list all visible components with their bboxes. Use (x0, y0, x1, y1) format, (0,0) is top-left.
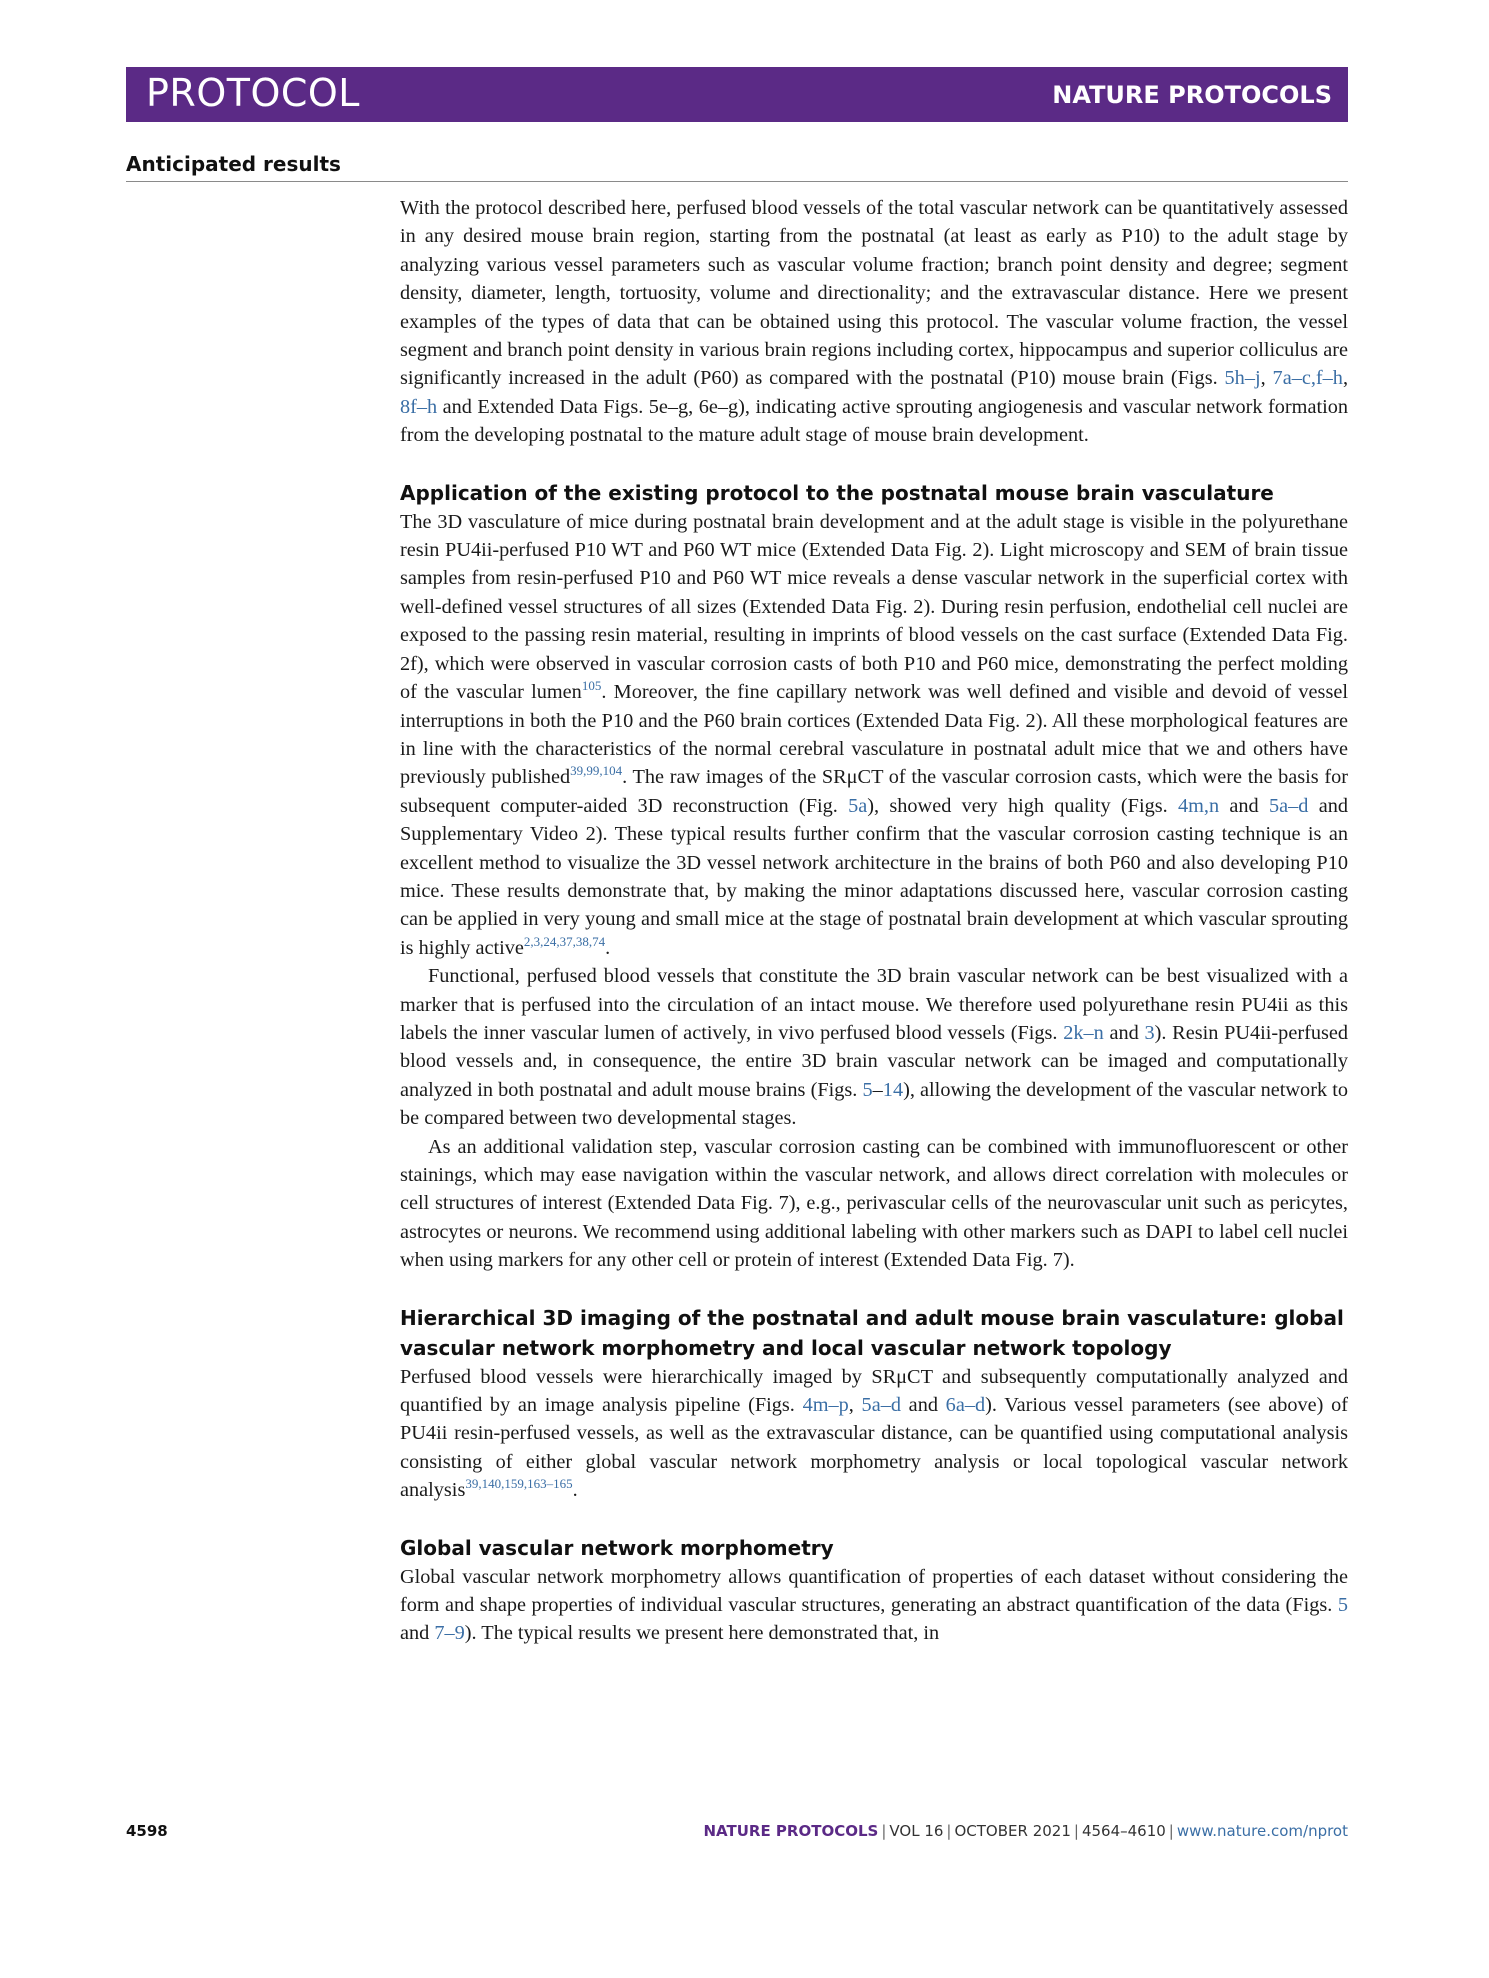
figure-link[interactable]: 3 (1144, 1021, 1155, 1044)
figure-link[interactable]: 4m–p (802, 1394, 849, 1417)
footer-journal: NATURE PROTOCOLS (703, 1822, 879, 1840)
figure-link[interactable]: 7–9 (434, 1622, 465, 1645)
section-title: Anticipated results (126, 152, 1348, 182)
paragraph-application: The 3D vasculature of mice during postnatal brain development and at the adult stage is visible in the polyurethane resin PU4ii-perfused P10 WT and P60 WT mice (Extended Data Fig. 2). Light microscopy and SEM of brain tissue samples from resin-perfused P10 and P60 WT mice reveals a dense vascular network in the superficial cortex with well-defined vessel structures of all sizes (Extended Data Fig. 2). During resin perfusion, endothelial cell nuclei are exposed to the passing resin material, resulting in imprints of blood vessels on the cast surface (Extended Data Fig. 2f), which were observed in vascular corrosion casts of both P10 and P60 mice, demonstrating the perfect molding of the vascular lumen$^{105}$. Moreover, the fine capillary network was well defined and visible and devoid of vessel interruptions in both the P10 and the P60 brain cortices (Extended Data Fig. 2). All these morphological features are in line with the characteristics of the normal cerebral vasculature in postnatal adult mice that we and others have previously published$^{39,99,104}$. The raw images of the SRμCT of the vascular corrosion casts, which were the basis for subsequent computer-aided 3D reconstruction (Fig. 5a), showed very high quality (Figs. 4m,n and 5a–d and Supplementary Video 2). These typical results further confirm that the vascular corrosion casting technique is an excellent method to visualize the 3D vessel network architecture in the brains of both P60 and also developing P10 mice. These results demonstrate that, by making the minor adaptations discussed here, vascular corrosion casting can be applied in very young and small mice at the stage of postnatal brain development at which vascular sprouting is highly active$^{2,3,24,37,38,74}$. (400, 510, 1348, 959)
figure-link[interactable]: 5 (862, 1078, 873, 1101)
paragraph-anticipated-results: With the protocol described here, perfused blood vessels of the total vascular network can be quantitatively assessed in any desired mouse brain region, starting from the postnatal (at least as early as P10) to the adult stage by analyzing various vessel parameters such as vascular volume fraction; branch point density and degree; segment density, diameter, length, tortuosity, volume and directionality; and the extravascular distance. Here we present examples of the types of data that can be obtained using this protocol. The vascular volume fraction, the vessel segment and branch point density in various brain regions including cortex, hippocampus and superior colliculus are significantly increased in the adult (P60) as compared with the postnatal (P10) mouse brain (Figs. 5h–j, 7a–c,f–h, 8f–h and Extended Data Figs. 5e–g, 6e–g), indicating active sprouting angiogenesis and vascular network formation from the developing postnatal to the mature adult stage of mouse brain development. (400, 197, 1349, 447)
paragraph-hierarchical-imaging: Perfused blood vessels were hierarchically imaged by SRμCT and subsequently computationally analyzed and quantified by an image analysis pipeline (Figs. 4m–p, 5a–d and 6a–d). Various vessel parameters (see above) of PU4ii resin-perfused vessels, as well as the extravascular distance, can be quantified using computational analysis consisting of either global vascular network morphometry analysis or local topological vascular network analysis$^{39,140,159,163-165}$. (400, 1365, 1348, 1502)
figure-link[interactable]: 14 (882, 1078, 904, 1101)
citation-link[interactable]: 105 (581, 678, 602, 694)
figure-link[interactable]: 5a–d (1268, 794, 1309, 817)
paragraph-validation: As an additional validation step, vascular corrosion casting can be combined with immunofluorescent or other stainings, which may ease navigation within the vascular network, and allows direct correlation with molecules or cell structures of interest (Extended Data Fig. 7), e.g., perivascular cells of the neurovascular unit such as pericytes, astrocytes or neurons. We recommend using additional labeling with other markers such as DAPI to label cell nuclei when using markers for any other cell or protein of interest (Extended Data Fig. 7). (400, 1135, 1348, 1272)
figure-link[interactable]: 5 (1337, 1594, 1348, 1617)
figure-link[interactable]: 5a (848, 794, 868, 817)
article-body (400, 194, 1348, 1648)
figure-link[interactable]: 8f–h (400, 395, 438, 418)
paragraph-global-morphometry: Global vascular network morphometry allows quantification of properties of each dataset without considering the form and shape properties of individual vascular structures, generating an abstract quantification of the data (Figs. 5 and 7–9). The typical results we present here demonstrated that, in (400, 1565, 1348, 1645)
section-label: PROTOCOL (146, 71, 360, 115)
page-number: 4598 (126, 1822, 168, 1840)
figure-link[interactable]: 7a–c,f–h (1272, 367, 1343, 390)
figure-link[interactable]: 2k–n (1063, 1021, 1104, 1044)
footer-date: OCTOBER 2021 (954, 1822, 1071, 1840)
citation-link[interactable]: 2,3,24,37,38,74 (523, 933, 606, 949)
figure-link[interactable]: 4m,n (1177, 794, 1220, 817)
subheading-global-morphometry: Global vascular network morphometry (400, 1535, 834, 1560)
journal-banner (126, 67, 1348, 122)
journal-citation: NATURE PROTOCOLS | VOL 16 | OCTOBER 2021 | 4564–4610 | www.nature.com/nprot (703, 1822, 1348, 1840)
figure-link[interactable]: 6a–d (945, 1394, 986, 1417)
paragraph-functional-vessels: Functional, perfused blood vessels that constitute the 3D brain vascular network can be best visualized with a marker that is perfused into the circulation of an intact mouse. We therefore used polyurethane resin PU4ii as this labels the inner vascular lumen of actively, in vivo perfused blood vessels (Figs. 2k–n and 3). Resin PU4ii-perfused blood vessels and, in consequence, the entire 3D brain vascular network can be imaged and computationally analyzed in both postnatal and adult mouse brains (Figs. 5–14), allowing the development of the vascular network to be compared between two developmental stages. (400, 965, 1349, 1130)
journal-url-link[interactable]: www.nature.com/nprot (1176, 1822, 1348, 1840)
citation-link[interactable]: 39,140,159,163–165 (465, 1476, 573, 1492)
footer-pages: 4564–4610 (1081, 1822, 1166, 1840)
figure-link[interactable]: 5a–d (861, 1394, 901, 1417)
citation-link[interactable]: 39,99,104 (570, 763, 623, 779)
page-footer (126, 1822, 1348, 1848)
subheading-application: Application of the existing protocol to the postnatal mouse brain vasculature (400, 480, 1274, 505)
journal-label: NATURE PROTOCOLS (1052, 81, 1332, 109)
subheading-hierarchical-imaging: Hierarchical 3D imaging of the postnatal and adult mouse brain vasculature: global vascular network morphometry and local vascular network topology (400, 1305, 1344, 1360)
footer-volume: VOL 16 (889, 1822, 944, 1840)
figure-link[interactable]: 5h–j (1224, 367, 1261, 390)
